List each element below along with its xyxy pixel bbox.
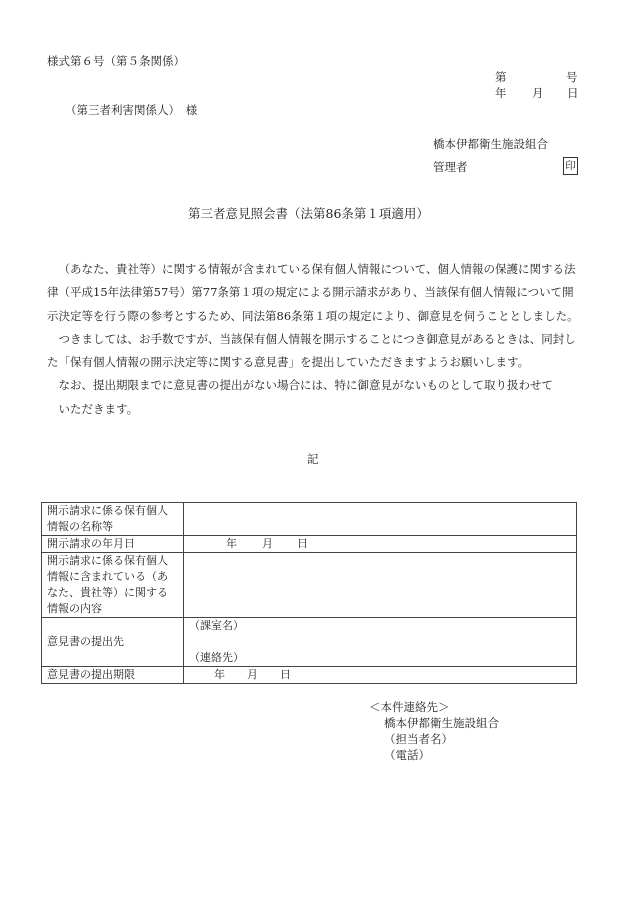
date-year-label: 年 [495, 86, 507, 100]
info-table [41, 502, 577, 684]
addressee: （第三者利害関係人） 様 [65, 103, 198, 117]
row-label-submission-deadline: 意見書の提出期限 [42, 667, 184, 684]
info-name-value [184, 503, 577, 536]
row-label-info-name: 開示請求に係る保有個人情報の名称等 [42, 503, 184, 536]
contact-phone-label: （電話） [384, 748, 430, 762]
reference-number-suffix: 号 [566, 70, 578, 84]
body-paragraph-3 [47, 374, 580, 421]
request-date-month: 月 [262, 537, 273, 550]
request-date-year: 年 [226, 537, 237, 550]
row-label-info-content: 開示請求に係る保有個人情報に含まれている（あなた、貴社等）に関する情報の内容 [42, 553, 184, 618]
contact-person-label: （担当者名） [384, 732, 453, 746]
body-text [47, 258, 580, 421]
form-number: 様式第６号（第５条関係） [47, 54, 185, 68]
table-row [42, 618, 577, 667]
contact-field-label: （連絡先） [189, 651, 244, 664]
sender-organization: 橋本伊都衛生施設組合 [433, 137, 548, 151]
deadline-month: 月 [247, 668, 258, 681]
seal-mark: 印 [563, 157, 578, 175]
table-row [42, 503, 577, 536]
table-row [42, 667, 577, 684]
reference-number-prefix: 第 [495, 70, 507, 84]
request-date-day: 日 [297, 537, 308, 550]
submission-destination-value [184, 618, 577, 667]
table-row [42, 553, 577, 618]
contact-heading: ＜本件連絡先＞ [369, 700, 450, 714]
date-month-label: 月 [532, 86, 544, 100]
manager-label: 管理者 [433, 160, 468, 174]
row-label-request-date: 開示請求の年月日 [42, 536, 184, 553]
submission-deadline-value [184, 667, 577, 684]
body-paragraph-3-line-2: いただきます。 [58, 401, 139, 416]
body-paragraph-2: つきましては、お手数ですが、当該保有個人情報を開示することにつき御意見があるときは、同封した「保有個人情報の開示決定等に関する意見書」を提出していただきますようお願いします。 [47, 331, 576, 370]
department-field-label: （課室名） [189, 619, 244, 632]
deadline-year: 年 [214, 668, 225, 681]
info-content-value [184, 553, 577, 618]
row-label-submission-destination: 意見書の提出先 [42, 618, 184, 667]
body-paragraph-1: （あなた、貴社等）に関する情報が含まれている保有個人情報について、個人情報の保護に関する法律（平成15年法律第57号）第77条第１項の規定による開示請求があり、当該保有個人情報について開示決定等を行う際の参考とするため、同法第86条第１項の規定により、御意見を伺うこととしました。 [47, 262, 579, 323]
request-date-value [184, 536, 577, 553]
deadline-day: 日 [280, 668, 291, 681]
body-paragraph-3-line-1: なお、提出期限までに意見書の提出がない場合には、特に御意見がないものとして取り扱わせて [58, 378, 553, 393]
contact-organization: 橋本伊都衛生施設組合 [384, 716, 499, 730]
table-row [42, 536, 577, 553]
date-day-label: 日 [567, 86, 579, 100]
document-title: 第三者意見照会書（法第86条第１項適用） [188, 206, 429, 221]
ki-heading: 記 [307, 452, 319, 466]
